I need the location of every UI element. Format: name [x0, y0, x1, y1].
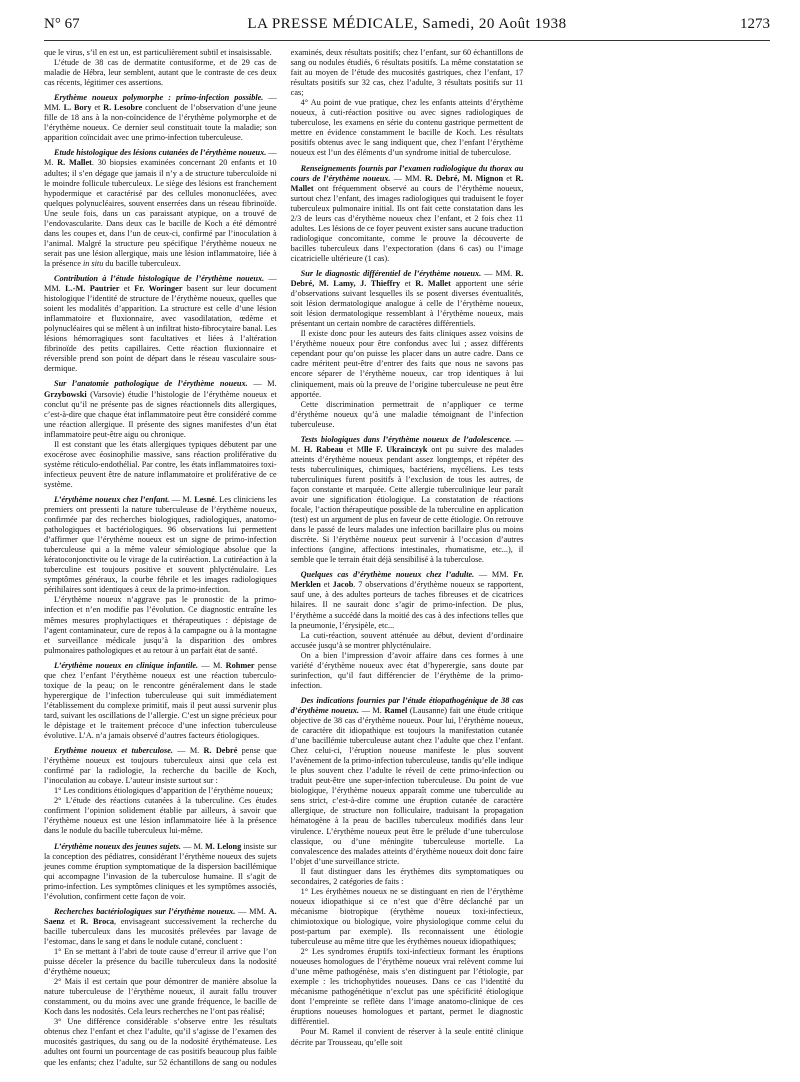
- italic-term: in situ: [82, 258, 104, 268]
- text-run: 2° Mais il est certain que pour démontrer de manière absolue la nature tuberculeuse de l’érythème noueux, il aurait fallu trouver constamment, ou du moins avec une grande fréquence, le bacille de Koch dans les nodosités. Cela leurs recherches ne l’ont pas réalisé;: [44, 977, 277, 1017]
- text-run: — M.: [247, 379, 277, 389]
- text-run: Il est constant que les états allergiques typiques débutent par une exocérose avec éosinophilie massive, sans réaction proliférative du système réticulo-endothélial. Par contre, les états inflammatoires toxi-infectieux peuvent être de nature inflammatoire et proliférative de ce système.: [44, 439, 277, 489]
- author-name: R. Lesobre: [103, 103, 143, 113]
- text-run: apportent une série d’observations suivant lesquelles ils se posent diverses éventualités, soit lésion dermatologique analogue à celle de l’érythème noueux, soit lésion dermatologique ressemblant à l’érythème noueux, mais présentant un certain nombre de caractères différentiels.: [290, 279, 524, 329]
- paragraph: [44, 274, 277, 374]
- author-name: R. Mallet: [415, 279, 451, 289]
- author-name: L. Bory: [63, 103, 92, 113]
- text-run: — M.: [290, 434, 524, 454]
- text-run: — M.: [172, 746, 204, 756]
- section-heading: Erythème noueux polymorphe : primo-infection possible.: [54, 93, 264, 103]
- paragraph: [291, 1027, 524, 1047]
- section-heading: Etude histologique des lésions cutanées de l’érythème noueux.: [54, 148, 267, 158]
- paragraph: [44, 947, 277, 977]
- text-run: concluent de l’observation d’une jeune fille de 18 ans à la non-coïncidence de l’érythème polymorphe et de l’érythème noueux. Ce dernier seul constituait toute la maladie; son apparition coïncidait avec une primo-infection tuberculeuse.: [44, 103, 277, 143]
- author-name: R. Mallet: [57, 158, 92, 168]
- text-run: et: [400, 279, 416, 289]
- paragraph: [44, 379, 277, 439]
- text-run: Pour M. Ramel il convient de réserver à la seule entité clinique décrite par Trousseau, qu’elle soit: [290, 1027, 524, 1047]
- author-name: Lesné: [194, 494, 215, 504]
- author-name: Ramel: [384, 705, 408, 715]
- author-name: R. Broca: [80, 916, 114, 926]
- author-name: L.-M. Pautrier: [65, 284, 120, 294]
- page-header: [44, 16, 770, 41]
- paragraph: [291, 947, 524, 1027]
- paragraph: [44, 661, 277, 741]
- section-heading: Tests biologiques dans l’érythème noueux de l’adolescence.: [300, 434, 512, 444]
- paragraph: [291, 164, 524, 264]
- author-name: Jacob: [332, 580, 354, 590]
- text-run: (Lausanne) fait une étude critique objective de 38 cas d’érythème noueux. Pour lui, l’érythème noueux, de caractère dit idiopathique est toujours la manifestation cutanée d’une bacillémie tuberculeuse autant chez l’adulte que chez l’enfant. Chez celui-ci, l’éruption noueuse manifeste le plus souvent l’avènement de la primo-infection tuberculeuse, tandis qu’elle indique le plus souvent chez l’adulte le réveil de cette primo-infection ou traduit peut-être une super-infection tuberculeuse. Du point de vue biologique, l’érythème noueux apparaît comme une tuberculide au sens strict, c’est-à-dire comme une éruption cutanée de caractère allergique, de structure non folliculaire, traduisant la propagation hématogène à la peau de bacilles tuberculeux modifiés dans leur virulence. L’érythème noueux peut être le prélude d’une tuberculose classique, ou d’une méningite tuberculeuse mortelle. La convalescence des malades atteints d’érythème noueux doit donc faire l’objet d’une surveillance stricte.: [290, 705, 524, 866]
- text-run: — M.: [44, 148, 277, 168]
- paragraph: [44, 842, 277, 902]
- text-run: 3° Une différence considérable s’observe entre les résultats obtenus chez l’enfant et chez l’adulte, qu’il s’agisse de l’examen des mucosités gastriques, du sang ou de la nodosité érythémateuse. Les adultes ont fourni un pourcentage de cas positifs beaucoup plus faible que les enfants; chez l’adulte, sur 52 échantillons de sang ou nodules examinés, deux résultats positifs; chez l’enfant, sur 60 échantillons de sang ou nodules étudiés, 6 résultats positifs. La même constatation se fait au moyen de l’étude des mucosités gastriques, chez l’enfant, 17 résultats positifs sur 32 cas, chez l’adulte, 3 résultats positifs sur 11 cas;: [44, 48, 524, 1067]
- author-name: lle F. Ukrainczyk: [364, 444, 428, 454]
- text-run: 1° En se mettant à l’abri de toute cause d’erreur il arrive que l’on puisse déceler la présence du bacille tuberculeux dans la nodosité d’érythème noueux;: [44, 946, 277, 977]
- section-heading: Erythème noueux et tuberculose.: [54, 746, 173, 756]
- section-heading: Sur le diagnostic différentiel de l’érythème noueux.: [300, 268, 482, 278]
- paragraph: [44, 796, 277, 836]
- text-run: Il faut distinguer dans les érythèmes dits symptomatiques ou secondaires, 2 catégories de faits :: [290, 866, 524, 886]
- article-columns: [44, 48, 770, 1068]
- author-name: R. Mallet: [290, 173, 524, 193]
- author-name: Fr. Woringer: [134, 284, 183, 294]
- text-run: et: [503, 173, 516, 183]
- text-run: du bacille tuberculeux.: [103, 258, 181, 268]
- text-run: La cuti-réaction, souvent atténuée au début, devient d’ordinaire accusée jusqu’à se montrer phlycténulaire.: [290, 630, 524, 650]
- issue-number: N° 67: [44, 16, 80, 32]
- paragraph: [44, 595, 277, 655]
- text-run: pense que chez l’enfant l’érythème noueux est une réaction tuberculo-toxique de la peau; on le rencontre généralement dans le stade hyperergique de l’infection tuberculeuse qui suit immédiatement l’établissement du complexe primitif, mais il peut aussi survenir plus tard, suivant les oscillations de l’allergie. C’est un signe précieux pour le dépistage et le traitement précoce d’une infection tuberculeuse évolutive. L’A. n’a jamais observé d’autres facteurs étiologiques.: [44, 660, 277, 741]
- paragraph: [44, 440, 277, 490]
- paragraph: [44, 786, 277, 796]
- text-run: (Varsovie) étudie l’histologie de l’érythème noueux et conclut qu’il ne présente pas de signes réactionnels dits allergiques, c’est-à-dire que chaque état inflammatoire peut être considéré comme une réaction allergique. Il présente des signes manifestes d’un état inflammatoire peut-être aigu ou chronique.: [44, 389, 277, 439]
- text-run: , envisageant successivement la recherche du bacille tuberculeux dans les mucosités prélevées par lavage de l’estomac, dans le sang et dans le nodule cutané, concluent :: [44, 916, 277, 946]
- paragraph: [291, 696, 524, 867]
- section-heading: Renseignements fournis par l’examen radiologique du thorax au cours de l’érythème noueux.: [290, 163, 524, 183]
- text-run: insiste sur la conception des pédiatres, considérant l’érythème noueux des sujets jeunes comme éruption symptomatique de la dispersion bacillémique qui accompagne l’invasion de la tuberculose humaine. Il s’agit de primo-infection. Les symptômes cliniques et les symptômes associés, l’évolution, confirment cette façon de voir.: [44, 841, 277, 901]
- section-heading: Des indications fournies par l’étude étiopathogénique de 38 cas d’érythème noueux.: [290, 695, 524, 715]
- text-run: 2° Les syndromes éruptifs toxi-infectieux formant les éruptions noueuses homologues de l’érythème noueux vrai relèvent comme lui d’une même pathogénèse, mais s’en distinguent par l’étiologie, par exemple : les trichophytides noueuses. Dans ce cas l’identité du mécanisme pathogénétique n’exclut pas une spécificité étiologique dont l’empreinte se reflète dans l’image anatomo-clinique de ces éruptions noueuses homologues et partant, permet le diagnostic différentiel.: [290, 947, 524, 1027]
- paragraph: [291, 269, 524, 329]
- page-number: 1273: [740, 16, 770, 32]
- text-run: — M.: [198, 660, 226, 670]
- paragraph: [291, 435, 524, 566]
- paragraph: [44, 977, 277, 1017]
- paragraph: [44, 48, 277, 58]
- section-heading: Sur l’anatomie pathologique de l’érythème noueux.: [54, 379, 248, 389]
- text-run: Il existe donc pour les auteurs des faits cliniques assez voisins de l’érythème noueux pour être confondus avec lui ; assez différents cependant pour qu’on puisse les placer dans un autre cadre. Dans ce cadre méritent peut-être d’entrer des faits que nous ne savons pas encore séparer de l’érythème noueux, car trop identiques à lui cliniquement, mais où la preuve de l’origine tuberculeuse ne peut être apportée.: [290, 329, 524, 399]
- paragraph: [44, 93, 277, 143]
- paragraph: [291, 570, 524, 630]
- text-run: — MM.: [474, 570, 514, 580]
- text-run: Cette discrimination permettrait de n’appliquer ce terme d’érythème noueux qu’à une maladie témoignant de l’infection tuberculeuse.: [290, 399, 524, 429]
- text-run: . Les cliniciens les premiers ont pressenti la nature tuberculeuse de l’érythème noueux, confirmée par des recherches biologiques, radiologiques, anatomo-pathologiques et bactériologiques. 96 observations lui permettent d’affirmer que l’érythème noueux est un signe de primo-infection tuberculeuse qui a la même valeur sémiologique absolue que la kératoconjonctivite ou le virage de la cutiréaction. La cutiréaction à la tuberculine est toujours positive et souvent phlycténulaire. Les symptômes généraux, la courbe fébrile et les images radiologiques périhilaires sont identiques à ceux de la primo-infection.: [44, 494, 277, 595]
- author-name: Fr. Merklen: [290, 570, 524, 590]
- text-run: et M: [343, 444, 365, 454]
- text-run: basent sur leur document histologique l’identité de structure de l’érythème noueux, quelles que soient les modalités d’apparition. La structure est celle d’une lésion inflammatoire et fluxionnaire, avec vasodilatation, œdème et polynucléaires qui se mêlent à un infiltrat histo-fibrocytaire banal. Les lésions hémorragiques sont facultatives et liées à l’altération fibrinoïde des petits capillaires. Cette réaction fluxionnaire et réversible prend son point de départ dans le réseau vasculaire sous-dermique.: [44, 284, 277, 374]
- paragraph: [291, 400, 524, 430]
- author-name: H. Rabeau: [303, 444, 344, 454]
- text-run: et: [320, 580, 333, 590]
- paragraph: [44, 907, 277, 947]
- text-run: — MM.: [44, 93, 277, 113]
- text-run: 2° L’étude des réactions cutanées à la tuberculine. Ces études confirment l’opinion solidement établie par ailleurs, à savoir que l’érythème noueux est une lésion inflammatoire liée à la présence dans le nodule du bacille tuberculeux lui-même.: [44, 796, 277, 836]
- text-run: — MM.: [481, 268, 516, 278]
- author-name: R. Debré, M. Lamy, J. Thieffry: [290, 268, 524, 289]
- text-run: et: [119, 284, 135, 294]
- text-run: et: [64, 916, 81, 926]
- text-run: . 30 biopsies examinées concernant 20 enfants et 10 adultes; il s’en dégage que jamais il n’y a de structure tuberculoïde ni le moindre follicule tuberculeux. Le siège des lésions est franchement hypodermique et caractérisé par des cellules mononucléées, avec quelques polynucléaires, souvent enserrées dans un réseau fibrinoïde. Une seule fois, dans un cas paraissant atypique, on a trouvé de l’endovascularite. Dans deux cas le bacille de Koch a été démontré dans les coupes et, dans l’un de ceux-ci, confirmé par l’inoculation à l’animal. Malgré la structure peu spécifique l’érythème noueux ne serait pas une lésion allergique, mais une lésion inflammatoire, liée à la présence: [44, 158, 277, 268]
- paragraph: [291, 867, 524, 887]
- section-heading: L’érythème noueux des jeunes sujets.: [54, 841, 181, 851]
- text-run: ont pu suivre des malades atteints d’érythème noueux pendant assez longtemps, et répéter des tests tuberculiniques, chimiques, bactériens, mycéliens. Les tests tuberculiniques furent positifs à l’exclusion de tous les autres, de façon constante et marquée. Cette allergie tuberculinique leur paraît avoir une signification étiologique. La constatation de réactions focale, l’action thérapeutique possible de la tuberculine en application (test) est un argument de plus en faveur de cette étiologie. On retrouve dans le passé de leurs malades une infection bacillaire plus ou moins discrète. Si l’érythème noueux peut survenir à l’occasion d’autres infections (angine, affections intestinales, rhumatisme, etc...), il semble que le terrain était déjà sensibilisé à la tuberculose.: [290, 444, 524, 565]
- author-name: Rohmer: [225, 660, 255, 670]
- text-run: 1° Les érythèmes noueux ne se distinguant en rien de l’érythème noueux idiopathique si ce n’est que d’être déclanché par un mécanisme biotropique (érythème noueux toxi-infectieux, chimiotoxique ou biologique, voire physiologique comme celui du post-partum par exemple). Ils reconnaissent une étiologie tuberculeuse au même titre que les érythèmes noueux idiopathiques;: [290, 886, 524, 947]
- paragraph: [44, 746, 277, 786]
- text-run: pense que l’érythème noueux est toujours tuberculeux ainsi que cela est confirmé par la radiologie, la recherche du bacille de Koch, l’inoculation au cobaye. L’auteur insiste surtout sur :: [44, 746, 277, 786]
- author-name: Grzybowski: [44, 389, 87, 399]
- text-run: — MM.: [44, 273, 277, 294]
- text-run: — MM.: [390, 173, 425, 183]
- paragraph: [291, 329, 524, 399]
- section-heading: Quelques cas d’érythème noueux chez l’adulte.: [300, 570, 475, 580]
- author-name: R. Debré, M. Mignon: [424, 173, 504, 183]
- paragraph: [44, 58, 277, 88]
- paragraph: [291, 98, 524, 158]
- text-run: ont fréquemment observé au cours de l’érythème noueux, surtout chez l’enfant, des images radiologiques qui traduisent le foyer tuberculeux pulmonaire initial. Ils ont fait cette constatation dans les 2/3 de leurs cas d’érythème noueux chez l’enfant, et 2 fois chez 11 adultes. Les lésions de ce foyer peuvent exister sans aucune traduction radiologique concomitante, comme le prouve la découverte de bacilles tuberculeux dans l’expectoration (dans 6 cas) ou l’image cicatricielle ultérieure (1 cas).: [290, 183, 524, 263]
- paragraph: [44, 148, 277, 269]
- section-heading: L’érythème noueux chez l’enfant.: [54, 494, 170, 504]
- journal-title: LA PRESSE MÉDICALE, Samedi, 20 Août 1938: [247, 16, 567, 32]
- paragraph: [291, 631, 524, 651]
- paragraph: [291, 887, 524, 947]
- author-name: M. Lelong: [204, 841, 242, 851]
- section-heading: Contribution à l’étude histologique de l’érythème noueux.: [54, 273, 265, 283]
- text-run: L’érythème noueux n’aggrave pas le pronostic de la primo-infection et n’en modifie pas l’évolution. Ce diagnostic entraîne les mêmes mesures prophylactiques et thérapeutiques : dépistage de l’agent contaminateur, cure de repos à la campagne ou à la montagne et surveillance médicale jusqu’à la disparition des ombres pulmonaires pathologiques et au retour à un parfait état de santé.: [44, 595, 277, 655]
- section-heading: Recherches bactériologiques sur l’érythème noueux.: [54, 906, 236, 916]
- section-heading: L’érythème noueux en clinique infantile.: [54, 660, 199, 670]
- author-name: A. Saenz: [44, 906, 277, 926]
- paragraph: [44, 495, 277, 595]
- text-run: — M.: [359, 705, 385, 715]
- text-run: — MM.: [235, 906, 269, 916]
- text-run: — M.: [169, 494, 195, 504]
- text-run: 1° Les conditions étiologiques d’apparition de l’érythème noueux;: [54, 786, 273, 796]
- author-name: R. Debré: [203, 746, 238, 756]
- text-run: L’étude de 38 cas de dermatite contusiforme, et de 29 cas de maladie de Hébra, leur semblent, autant que le contraste de ces deux cas récents, légitimer ces assertions.: [44, 58, 277, 88]
- text-run: — M.: [180, 841, 205, 851]
- paragraph: [291, 651, 524, 691]
- text-run: 4° Au point de vue pratique, chez les enfants atteints d’érythème noueux, à cuti-réaction positive ou avec signes radiologiques de tuberculose, les examens en série du contenu gastrique permettent de mettre en évidence constamment le bacille de Koch. Les résultats positifs obtenus avec le sang indiquent que, chez l’enfant l’érythème noueux est l’un des éléments d’un syndrome initial de tuberculose.: [290, 98, 524, 158]
- text-run: . 7 observations d’érythème noueux se rapportent, sauf une, à des adultes porteurs de taches fibreuses et de cicatrices hilaires. Il ne saurait donc s’agir de primo-infection. De plus, l’érythème a succédé dans la moitié des cas à des infections telles que la pneumonie, l’érysipèle, etc...: [290, 580, 524, 630]
- text-run: On a bien l’impression d’avoir affaire dans ces formes à une variété d’érythème noueux avec état d’hyperergie, sans doute par surinfection, qu’il faut différencier de l’érythème de la primo-infection.: [290, 650, 524, 690]
- text-run: et: [91, 103, 104, 113]
- journal-page: [44, 16, 770, 1070]
- text-run: que le virus, s’il en est un, est particulièrement subtil et insaisissable.: [44, 48, 272, 57]
